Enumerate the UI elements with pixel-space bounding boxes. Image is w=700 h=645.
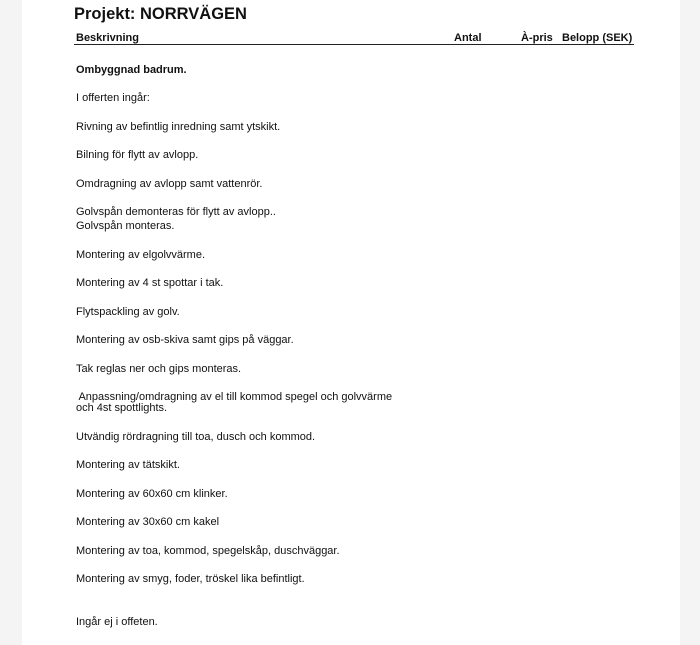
list-item: Montering av 4 st spottar i tak. [76, 277, 224, 289]
list-item: Golvspån demonteras för flytt av avlopp.. [76, 206, 276, 218]
list-item: Tak reglas ner och gips monteras. [76, 363, 242, 375]
header-divider [74, 44, 634, 45]
list-item: Montering av tätskikt. [76, 459, 180, 471]
column-header-quantity: Antal [454, 32, 482, 44]
column-header-description: Beskrivning [76, 32, 139, 44]
list-item: Montering av toa, kommod, spegelskåp, duschväggar. [76, 545, 340, 557]
list-item: Montering av 30x60 cm kakel [76, 516, 220, 528]
column-header-amount: Belopp (SEK) [562, 32, 633, 44]
list-item: Montering av osb-skiva samt gips på väggar. [76, 334, 294, 346]
list-item: Golvspån monteras. [76, 220, 175, 232]
list-item: Ingår ej i offeten. [76, 616, 158, 628]
list-item: Montering av 60x60 cm klinker. [76, 488, 228, 500]
list-item: Utvändig rördragning till toa, dusch och kommod. [76, 431, 316, 443]
list-item: Montering av smyg, foder, tröskel lika befintligt. [76, 573, 305, 585]
list-item: I offerten ingår: [76, 92, 150, 104]
project-title: Projekt: NORRVÄGEN [74, 5, 247, 23]
list-item: Montering av elgolvvärme. [76, 249, 206, 261]
list-item: Flytspackling av golv. [76, 306, 180, 318]
column-header-unit-price: À-pris [521, 32, 553, 44]
list-item: Bilning för flytt av avlopp. [76, 149, 199, 161]
section-heading: Ombyggnad badrum. [76, 64, 187, 76]
list-item: Anpassning/omdragning av el till kommod spegel och golvvärme [76, 391, 393, 403]
list-item: Omdragning av avlopp samt vattenrör. [76, 178, 263, 190]
list-item: Rivning av befintlig inredning samt ytskikt. [76, 121, 281, 133]
list-item: och 4st spottlights. [76, 402, 168, 414]
